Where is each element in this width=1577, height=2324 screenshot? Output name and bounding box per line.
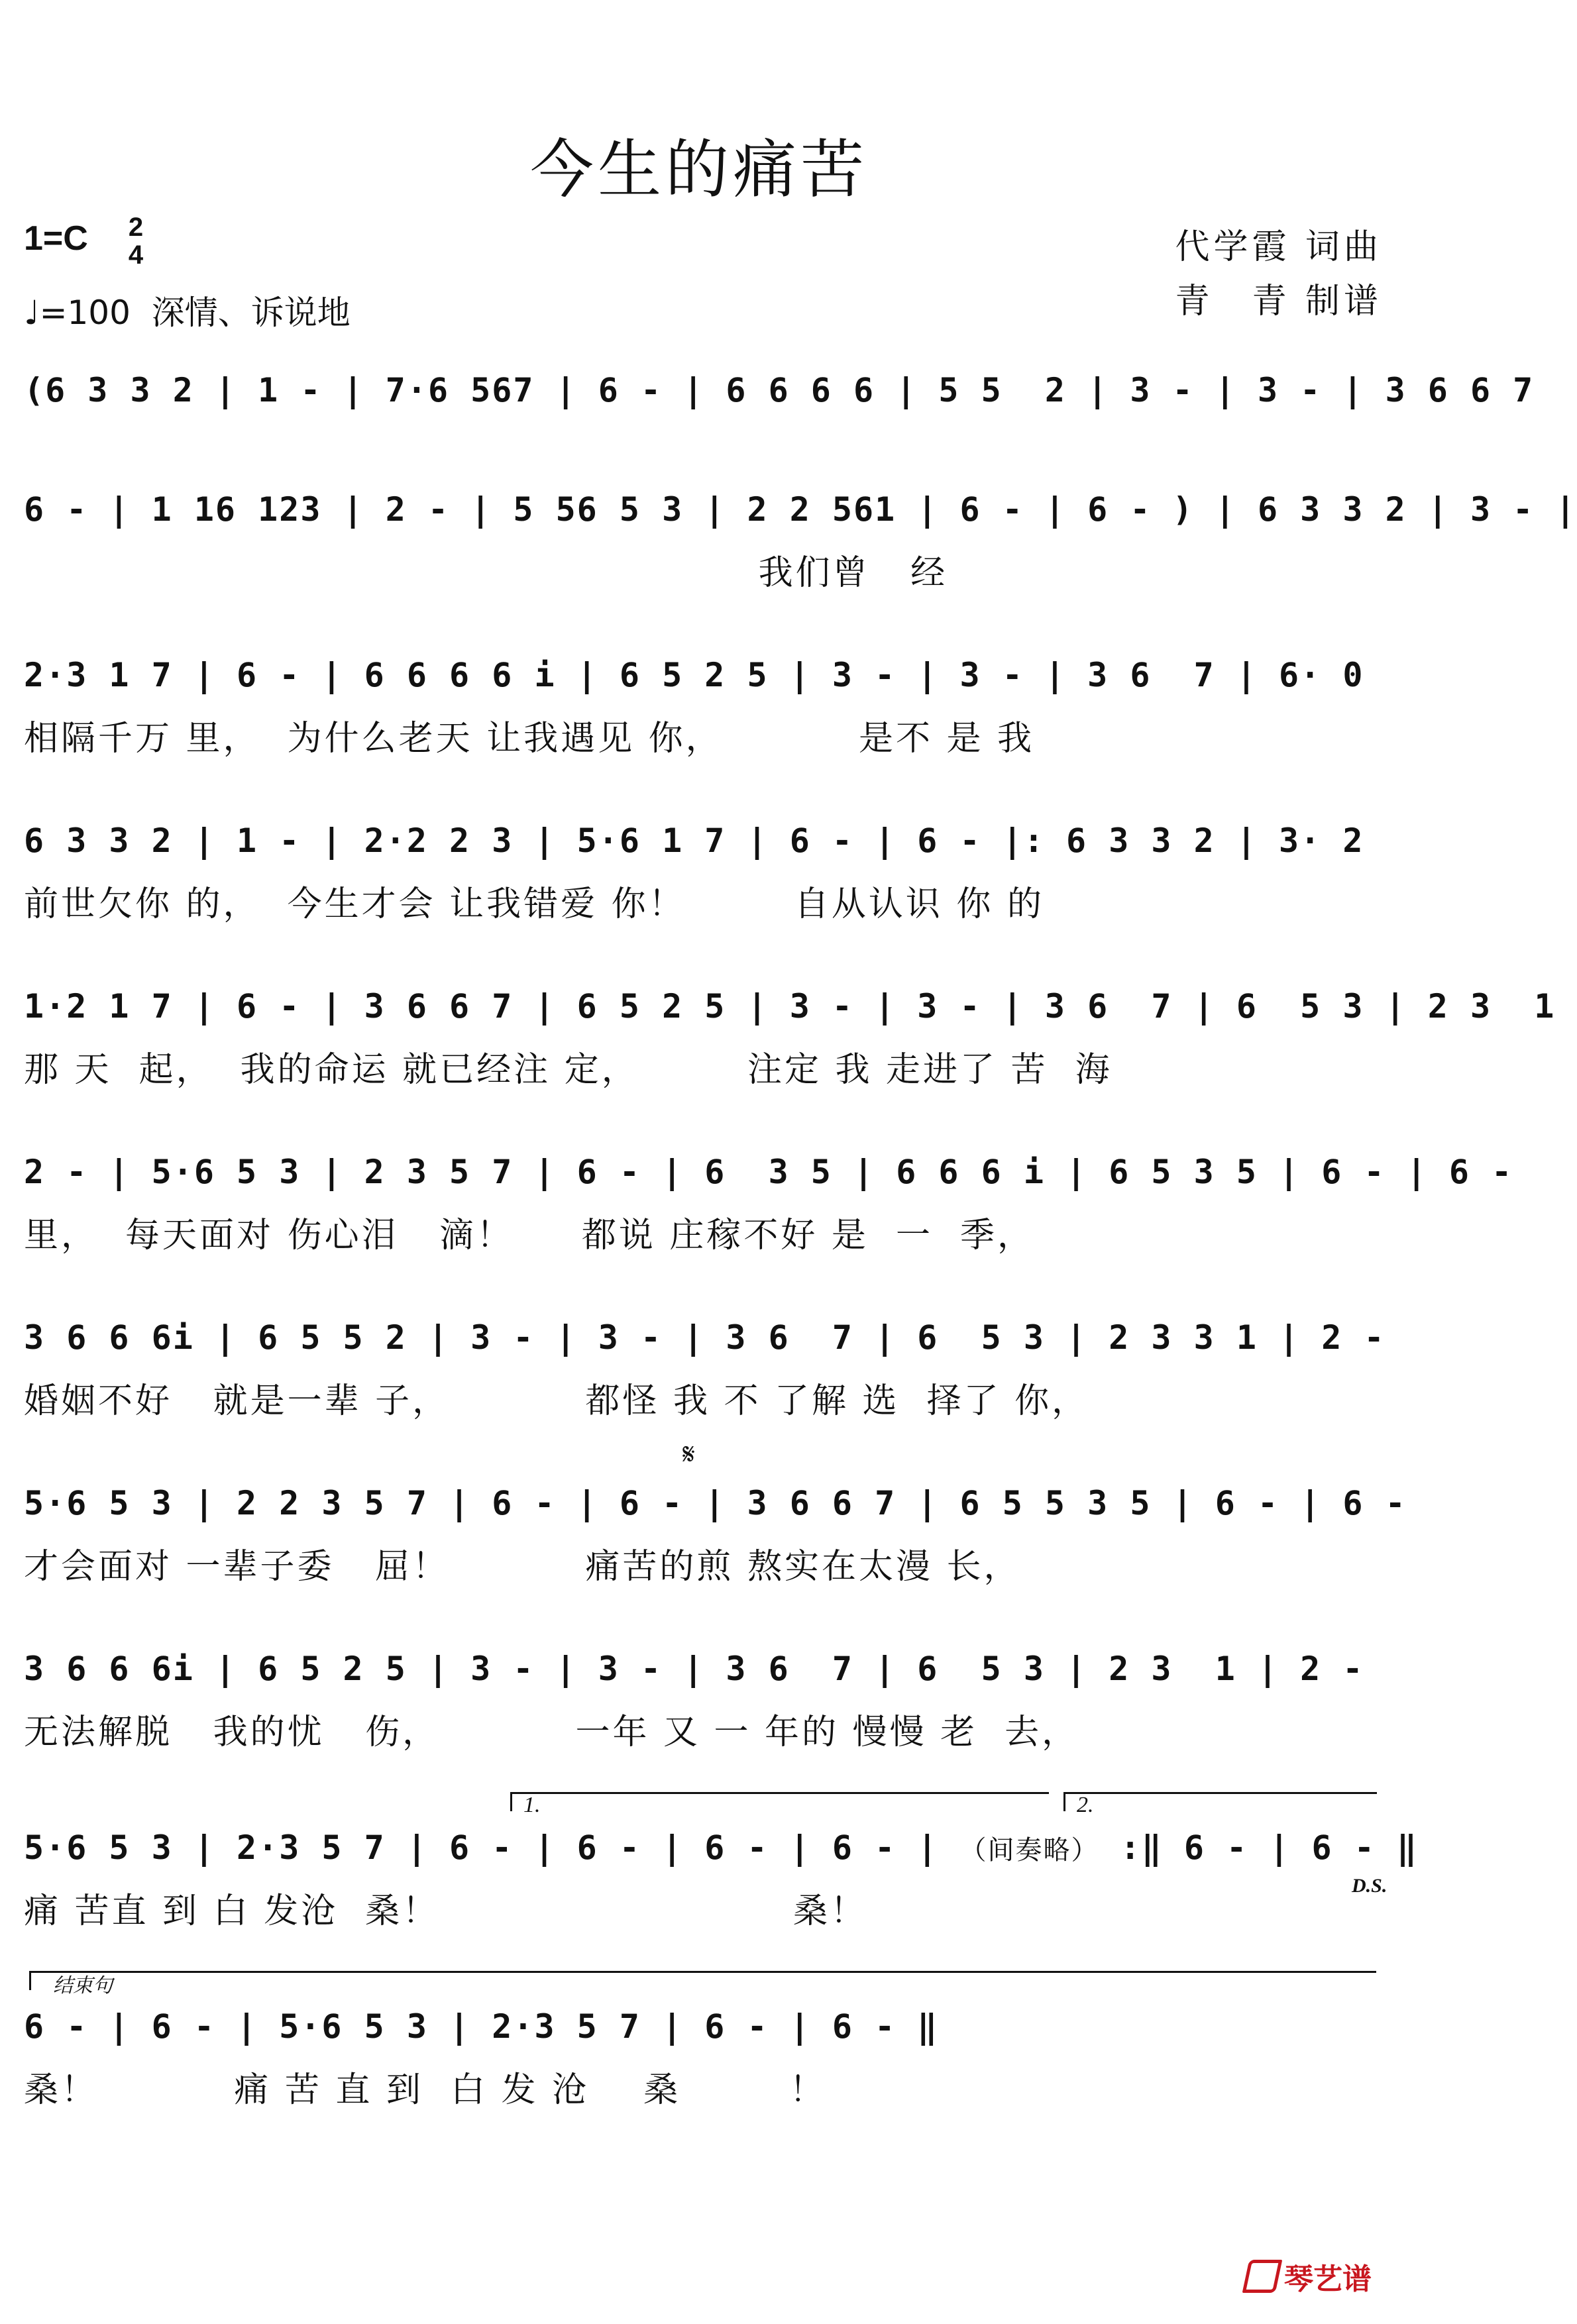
system-10-notes-main: 5·6 5 3 | 2·3 5 7 | 6 - | 6 - | (24, 1828, 705, 1867)
logo-icon (1242, 2260, 1283, 2293)
system-4-notes: 6 3 3 2 | 1 - | 2·2 2 3 | 5·6 1 7 | 6 - | 6 - |: 6 3 3 2 | 3· 2 (24, 821, 1364, 860)
system-1-notes: (6 3 3 2 | 1 - | 7·6 567 | 6 - | 6 6 6 6 | 5 5 2 | 3 - | 3 - | 3 6 6 7 (24, 371, 1535, 409)
system-3-notes: 2·3 1 7 | 6 - | 6 6 6 6 i | 6 5 2 5 | 3 - | 3 - | 3 6 7 | 6· 0 (24, 656, 1364, 694)
system-8-notes: 5·6 5 3 | 2 2 3 5 7 | 6 - | 6 - | 3 6 6 7 | 6 5 5 3 5 | 6 - | 6 - (24, 1484, 1407, 1522)
second-ending-bracket (1063, 1792, 1377, 1811)
first-ending-notes: 6 - | 6 - | (704, 1828, 960, 1867)
song-title: 今生的痛苦 (530, 132, 868, 207)
system-2-lyrics: 我们曾 经 (24, 553, 948, 593)
system-7-notes: 3 6 6 6i | 6 5 5 2 | 3 - | 3 - | 3 6 7 | 6 5 3 | 2 3 3 1 | 2 - (24, 1318, 1386, 1357)
logo-text: 琴艺谱 (1284, 2262, 1372, 2296)
coda-bracket (29, 1971, 1376, 1990)
first-ending-bracket (510, 1792, 1049, 1811)
lyricist-credit: 代学霞 词曲 (1175, 227, 1382, 267)
system-6-lyrics: 里， 每天面对 伤心泪 滴！ 都说 庄稼不好 是 一 季， (24, 1216, 1034, 1255)
site-logo (1246, 2255, 1372, 2298)
ds-marking: D.S. (1352, 1875, 1387, 1897)
system-11-lyrics: 桑！ 痛 苦 直 到 白 发 沧 桑 ！ (24, 2070, 827, 2110)
system-6-notes: 2 - | 5·6 5 3 | 2 3 5 7 | 6 - | 6 3 5 | 6 6 6 i | 6 5 3 5 | 6 - | 6 - (24, 1153, 1513, 1191)
system-10-lyrics: 痛 苦直 到 白 发沧 桑！ 桑！ (24, 1891, 867, 1931)
system-10-notes (24, 1828, 1418, 1867)
segno-sign: 𝄋 (682, 1438, 695, 1471)
system-11-notes: 6 - | 6 - | 5·6 5 3 | 2·3 5 7 | 6 - | 6 - ‖ (24, 2007, 939, 2046)
system-7-lyrics: 婚姻不好 就是一辈 子， 都怪 我 不 了解 选 择了 你， (24, 1381, 1089, 1421)
coda-label: 结束句 (53, 1975, 113, 1997)
system-9-notes: 3 6 6 6i | 6 5 2 5 | 3 - | 3 - | 3 6 7 | 6 5 3 | 2 3 1 | 2 - (24, 1650, 1364, 1688)
system-3-lyrics: 相隔千万 里， 为什么老天 让我遇见 你， 是不 是 我 (24, 719, 1034, 759)
system-2-notes: 6 - | 1 16 123 | 2 - | 5 56 5 3 | 2 2 561 | 6 - | 6 - ) | 6 3 3 2 | 3 - | (24, 490, 1577, 529)
system-9-lyrics: 无法解脱 我的忧 伤， 一年 又 一 年的 慢慢 老 去， (24, 1713, 1079, 1752)
key-signature: 1=C (24, 219, 88, 258)
time-signature (121, 213, 151, 269)
system-5-lyrics: 那 天 起， 我的命运 就已经注 定， 注定 我 走进了 苦 海 (24, 1050, 1113, 1090)
transcriber-credit: 青 青 制谱 (1175, 282, 1382, 321)
time-signature-top: 2 (128, 213, 144, 242)
tempo-marking: ♩=100 深情、诉说地 (24, 293, 351, 332)
system-5-notes: 1·2 1 7 | 6 - | 3 6 6 7 | 6 5 2 5 | 3 - | 3 - | 3 6 7 | 6 5 3 | 2 3 1 (24, 987, 1556, 1026)
second-ending-label: 2. (1077, 1793, 1094, 1817)
first-ending-label: 1. (523, 1793, 541, 1817)
time-signature-bottom: 4 (128, 240, 144, 270)
system-8-lyrics: 才会面对 一辈子委 屈！ 痛苦的煎 熬实在太漫 长， (24, 1547, 1021, 1587)
second-ending-notes: :‖ 6 - | 6 - ‖ (1099, 1828, 1419, 1867)
interlude-marking: （间奏略） (959, 1835, 1099, 1866)
system-4-lyrics: 前世欠你 的， 今生才会 让我错爱 你！ 自从认识 你 的 (24, 884, 1044, 924)
